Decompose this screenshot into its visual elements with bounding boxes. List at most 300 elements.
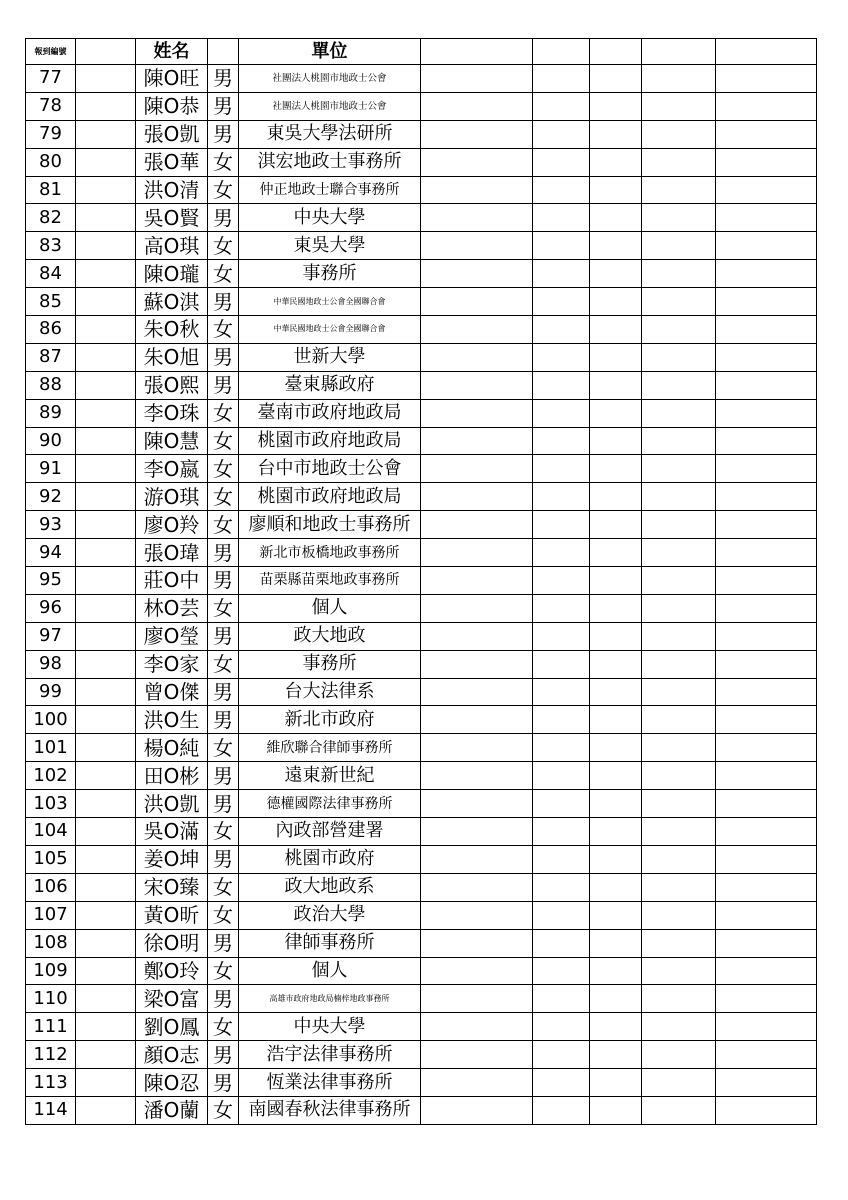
attendee-gender: 男: [208, 343, 239, 371]
blank-cell: [716, 762, 817, 790]
blank-cell: [590, 650, 642, 678]
blank-cell: [716, 873, 817, 901]
blank-cell: [421, 148, 533, 176]
row-number: 92: [26, 483, 76, 511]
blank-cell: [76, 316, 136, 344]
attendee-name: 吳O滿: [136, 818, 208, 846]
blank-cell: [421, 650, 533, 678]
table-row: [26, 1096, 817, 1124]
row-number: 96: [26, 594, 76, 622]
blank-cell: [533, 1041, 590, 1069]
row-number: 86: [26, 316, 76, 344]
blank-cell: [421, 399, 533, 427]
blank-cell: [533, 1013, 590, 1041]
blank-cell: [421, 232, 533, 260]
table-row: [26, 483, 817, 511]
attendee-name: 劉O鳳: [136, 1013, 208, 1041]
blank-cell: [533, 65, 590, 93]
attendee-gender: 男: [208, 1041, 239, 1069]
blank-cell: [76, 148, 136, 176]
attendee-name: 朱O旭: [136, 343, 208, 371]
blank-cell: [590, 1013, 642, 1041]
blank-cell: [533, 399, 590, 427]
row-number: 89: [26, 399, 76, 427]
blank-cell: [76, 818, 136, 846]
attendee-unit: 東吳大學: [239, 232, 421, 260]
blank-cell: [716, 594, 817, 622]
blank-cell: [421, 873, 533, 901]
table-row: [26, 539, 817, 567]
table-row: [26, 92, 817, 120]
blank-cell: [76, 399, 136, 427]
attendee-gender: 女: [208, 734, 239, 762]
blank-cell: [590, 1096, 642, 1124]
blank-cell: [590, 343, 642, 371]
row-number: 111: [26, 1013, 76, 1041]
attendee-name: 李O珠: [136, 399, 208, 427]
blank-cell: [590, 734, 642, 762]
row-number: 107: [26, 901, 76, 929]
blank-cell: [76, 288, 136, 316]
blank-cell: [716, 65, 817, 93]
row-number: 99: [26, 678, 76, 706]
blank-cell: [533, 790, 590, 818]
attendee-unit: 台大法律系: [239, 678, 421, 706]
attendee-unit: 德權國際法律事務所: [239, 790, 421, 818]
attendee-gender: 男: [208, 371, 239, 399]
blank-cell: [642, 1069, 716, 1097]
blank-cell: [76, 455, 136, 483]
blank-cell: [76, 427, 136, 455]
row-number: 90: [26, 427, 76, 455]
blank-cell: [421, 985, 533, 1013]
blank-cell: [590, 539, 642, 567]
blank-cell: [642, 734, 716, 762]
blank-cell: [590, 594, 642, 622]
table-row: [26, 288, 817, 316]
row-number: 97: [26, 622, 76, 650]
row-number: 82: [26, 204, 76, 232]
blank-cell: [716, 316, 817, 344]
row-number: 98: [26, 650, 76, 678]
row-number: 113: [26, 1069, 76, 1097]
blank-cell: [533, 706, 590, 734]
attendee-unit: 世新大學: [239, 343, 421, 371]
header-unit: 單位: [239, 39, 421, 65]
blank-cell: [421, 1041, 533, 1069]
row-number: 79: [26, 120, 76, 148]
blank-cell: [421, 957, 533, 985]
row-number: 108: [26, 929, 76, 957]
attendee-gender: 女: [208, 455, 239, 483]
blank-cell: [716, 120, 817, 148]
blank-cell: [642, 901, 716, 929]
blank-cell: [590, 1069, 642, 1097]
attendee-gender: 男: [208, 985, 239, 1013]
blank-cell: [533, 622, 590, 650]
blank-cell: [642, 818, 716, 846]
blank-cell: [590, 957, 642, 985]
attendee-name: 游O琪: [136, 483, 208, 511]
attendee-name: 洪O凱: [136, 790, 208, 818]
blank-cell: [642, 427, 716, 455]
attendee-gender: 女: [208, 650, 239, 678]
attendee-unit: 政大地政: [239, 622, 421, 650]
header-blank-cell: [533, 39, 590, 65]
blank-cell: [533, 762, 590, 790]
blank-cell: [590, 762, 642, 790]
blank-cell: [421, 790, 533, 818]
blank-cell: [716, 371, 817, 399]
blank-cell: [642, 622, 716, 650]
attendee-unit: 新北市板橋地政事務所: [239, 539, 421, 567]
blank-cell: [642, 483, 716, 511]
blank-cell: [716, 567, 817, 595]
blank-cell: [421, 901, 533, 929]
attendee-name: 曾O傑: [136, 678, 208, 706]
attendee-gender: 女: [208, 818, 239, 846]
attendee-unit: 內政部營建署: [239, 818, 421, 846]
row-number: 81: [26, 176, 76, 204]
attendee-unit: 桃園市政府: [239, 845, 421, 873]
blank-cell: [716, 511, 817, 539]
attendee-unit: 政治大學: [239, 901, 421, 929]
blank-cell: [76, 1041, 136, 1069]
blank-cell: [421, 539, 533, 567]
blank-cell: [590, 371, 642, 399]
attendee-name: 宋O臻: [136, 873, 208, 901]
blank-cell: [421, 1069, 533, 1097]
attendee-unit: 政大地政系: [239, 873, 421, 901]
attendee-unit: 桃園市政府地政局: [239, 427, 421, 455]
blank-cell: [716, 288, 817, 316]
blank-cell: [642, 260, 716, 288]
blank-cell: [533, 92, 590, 120]
attendee-name: 張O凱: [136, 120, 208, 148]
attendee-gender: 女: [208, 232, 239, 260]
attendee-gender: 女: [208, 427, 239, 455]
blank-cell: [590, 316, 642, 344]
row-number: 83: [26, 232, 76, 260]
blank-cell: [421, 455, 533, 483]
attendee-name: 陳O恭: [136, 92, 208, 120]
blank-cell: [533, 232, 590, 260]
blank-cell: [76, 120, 136, 148]
attendee-name: 楊O純: [136, 734, 208, 762]
blank-cell: [533, 901, 590, 929]
attendee-gender: 女: [208, 399, 239, 427]
blank-cell: [590, 176, 642, 204]
blank-cell: [421, 343, 533, 371]
attendee-unit: 恆業法律事務所: [239, 1069, 421, 1097]
attendee-name: 林O芸: [136, 594, 208, 622]
blank-cell: [642, 371, 716, 399]
row-number: 105: [26, 845, 76, 873]
blank-cell: [421, 845, 533, 873]
attendee-name: 陳O瓏: [136, 260, 208, 288]
blank-cell: [642, 204, 716, 232]
attendee-unit: 台中市地政士公會: [239, 455, 421, 483]
blank-cell: [716, 343, 817, 371]
row-number: 87: [26, 343, 76, 371]
table-row: [26, 399, 817, 427]
blank-cell: [533, 455, 590, 483]
row-number: 114: [26, 1096, 76, 1124]
attendee-gender: 男: [208, 678, 239, 706]
attendee-gender: 女: [208, 176, 239, 204]
blank-cell: [76, 762, 136, 790]
attendee-gender: 女: [208, 148, 239, 176]
blank-cell: [716, 901, 817, 929]
blank-cell: [76, 734, 136, 762]
blank-cell: [421, 734, 533, 762]
attendee-gender: 男: [208, 204, 239, 232]
blank-cell: [76, 511, 136, 539]
blank-cell: [590, 232, 642, 260]
table-row: [26, 511, 817, 539]
row-number: 94: [26, 539, 76, 567]
row-number: 78: [26, 92, 76, 120]
attendee-unit: 新北市政府: [239, 706, 421, 734]
attendee-unit: 社團法人桃園市地政士公會: [239, 92, 421, 120]
attendee-gender: 女: [208, 316, 239, 344]
blank-cell: [421, 594, 533, 622]
row-number: 109: [26, 957, 76, 985]
blank-cell: [421, 622, 533, 650]
blank-cell: [590, 455, 642, 483]
row-number: 84: [26, 260, 76, 288]
blank-cell: [421, 65, 533, 93]
blank-cell: [76, 650, 136, 678]
attendee-unit: 仲正地政士聯合事務所: [239, 176, 421, 204]
blank-cell: [642, 845, 716, 873]
blank-cell: [76, 232, 136, 260]
blank-cell: [590, 148, 642, 176]
attendee-gender: 男: [208, 790, 239, 818]
blank-cell: [76, 1096, 136, 1124]
blank-cell: [76, 957, 136, 985]
attendee-name: 張O瑋: [136, 539, 208, 567]
blank-cell: [76, 176, 136, 204]
blank-cell: [716, 92, 817, 120]
attendee-name: 黃O昕: [136, 901, 208, 929]
blank-cell: [533, 845, 590, 873]
blank-cell: [590, 901, 642, 929]
row-number: 110: [26, 985, 76, 1013]
blank-cell: [642, 148, 716, 176]
blank-cell: [76, 594, 136, 622]
attendee-gender: 男: [208, 845, 239, 873]
blank-cell: [716, 622, 817, 650]
blank-cell: [76, 622, 136, 650]
blank-cell: [76, 343, 136, 371]
attendee-unit: 淇宏地政士事務所: [239, 148, 421, 176]
table-row: [26, 790, 817, 818]
attendee-unit: 個人: [239, 594, 421, 622]
attendee-name: 徐O明: [136, 929, 208, 957]
attendee-name: 陳O旺: [136, 65, 208, 93]
blank-cell: [421, 706, 533, 734]
blank-cell: [642, 1096, 716, 1124]
blank-cell: [421, 1096, 533, 1124]
table-row: [26, 650, 817, 678]
table-row: [26, 873, 817, 901]
attendee-name: 陳O忍: [136, 1069, 208, 1097]
table-row: [26, 176, 817, 204]
blank-cell: [421, 427, 533, 455]
row-number: 103: [26, 790, 76, 818]
blank-cell: [642, 1041, 716, 1069]
attendee-name: 鄭O玲: [136, 957, 208, 985]
blank-cell: [590, 873, 642, 901]
blank-cell: [421, 818, 533, 846]
blank-cell: [716, 1013, 817, 1041]
blank-cell: [642, 1013, 716, 1041]
blank-cell: [716, 1096, 817, 1124]
blank-cell: [533, 567, 590, 595]
blank-cell: [716, 427, 817, 455]
row-number: 112: [26, 1041, 76, 1069]
attendee-unit: 廖順和地政士事務所: [239, 511, 421, 539]
row-number: 85: [26, 288, 76, 316]
attendee-gender: 男: [208, 539, 239, 567]
header-blank-cell: [76, 39, 136, 65]
header-blank-cell: [421, 39, 533, 65]
blank-cell: [533, 316, 590, 344]
table-row: [26, 734, 817, 762]
row-number: 101: [26, 734, 76, 762]
blank-cell: [716, 148, 817, 176]
blank-cell: [76, 790, 136, 818]
attendee-unit: 中央大學: [239, 1013, 421, 1041]
blank-cell: [76, 873, 136, 901]
header-blank-cell: [590, 39, 642, 65]
blank-cell: [76, 985, 136, 1013]
blank-cell: [533, 204, 590, 232]
blank-cell: [421, 371, 533, 399]
blank-cell: [421, 316, 533, 344]
blank-cell: [421, 678, 533, 706]
attendee-gender: 男: [208, 762, 239, 790]
table-row: [26, 706, 817, 734]
attendee-gender: 男: [208, 622, 239, 650]
attendee-unit: 中央大學: [239, 204, 421, 232]
blank-cell: [76, 260, 136, 288]
attendee-unit: 南國春秋法律事務所: [239, 1096, 421, 1124]
blank-cell: [533, 594, 590, 622]
blank-cell: [533, 343, 590, 371]
blank-cell: [533, 873, 590, 901]
blank-cell: [642, 985, 716, 1013]
blank-cell: [716, 204, 817, 232]
blank-cell: [590, 399, 642, 427]
blank-cell: [421, 176, 533, 204]
table-row: [26, 343, 817, 371]
blank-cell: [533, 539, 590, 567]
attendee-unit: 事務所: [239, 650, 421, 678]
blank-cell: [642, 567, 716, 595]
blank-cell: [533, 818, 590, 846]
blank-cell: [642, 678, 716, 706]
blank-cell: [76, 1069, 136, 1097]
blank-cell: [590, 483, 642, 511]
blank-cell: [642, 511, 716, 539]
attendee-name: 洪O清: [136, 176, 208, 204]
blank-cell: [421, 120, 533, 148]
header-row: [26, 39, 817, 65]
table-row: [26, 232, 817, 260]
attendee-name: 廖O羚: [136, 511, 208, 539]
blank-cell: [590, 427, 642, 455]
attendee-unit: 中華民國地政士公會全國聯合會: [239, 316, 421, 344]
attendee-unit: 苗栗縣苗栗地政事務所: [239, 567, 421, 595]
attendee-unit: 遠東新世紀: [239, 762, 421, 790]
blank-cell: [421, 1013, 533, 1041]
blank-cell: [716, 483, 817, 511]
blank-cell: [533, 957, 590, 985]
blank-cell: [590, 288, 642, 316]
blank-cell: [533, 176, 590, 204]
attendee-unit: 臺東縣政府: [239, 371, 421, 399]
attendee-gender: 男: [208, 65, 239, 93]
attendee-name: 張O熙: [136, 371, 208, 399]
blank-cell: [533, 288, 590, 316]
blank-cell: [76, 204, 136, 232]
blank-cell: [533, 260, 590, 288]
blank-cell: [590, 1041, 642, 1069]
blank-cell: [716, 845, 817, 873]
blank-cell: [642, 399, 716, 427]
blank-cell: [76, 929, 136, 957]
blank-cell: [642, 176, 716, 204]
blank-cell: [533, 511, 590, 539]
header-gender-cell: [208, 39, 239, 65]
blank-cell: [533, 427, 590, 455]
blank-cell: [642, 92, 716, 120]
blank-cell: [716, 706, 817, 734]
header-number: 報到編號: [26, 39, 76, 65]
blank-cell: [76, 539, 136, 567]
attendee-unit: 桃園市政府地政局: [239, 483, 421, 511]
attendee-name: 高O琪: [136, 232, 208, 260]
row-number: 93: [26, 511, 76, 539]
blank-cell: [590, 818, 642, 846]
table-row: [26, 678, 817, 706]
blank-cell: [590, 204, 642, 232]
attendee-name: 梁O富: [136, 985, 208, 1013]
attendee-name: 李O家: [136, 650, 208, 678]
attendee-gender: 女: [208, 957, 239, 985]
blank-cell: [421, 204, 533, 232]
blank-cell: [76, 567, 136, 595]
attendee-name: 廖O瑩: [136, 622, 208, 650]
blank-cell: [421, 92, 533, 120]
row-number: 88: [26, 371, 76, 399]
table-row: [26, 594, 817, 622]
blank-cell: [421, 260, 533, 288]
blank-cell: [642, 594, 716, 622]
blank-cell: [642, 120, 716, 148]
blank-cell: [716, 734, 817, 762]
blank-cell: [76, 845, 136, 873]
row-number: 91: [26, 455, 76, 483]
attendee-gender: 女: [208, 511, 239, 539]
row-number: 100: [26, 706, 76, 734]
attendee-gender: 女: [208, 594, 239, 622]
attendee-gender: 女: [208, 1013, 239, 1041]
blank-cell: [421, 483, 533, 511]
blank-cell: [590, 985, 642, 1013]
